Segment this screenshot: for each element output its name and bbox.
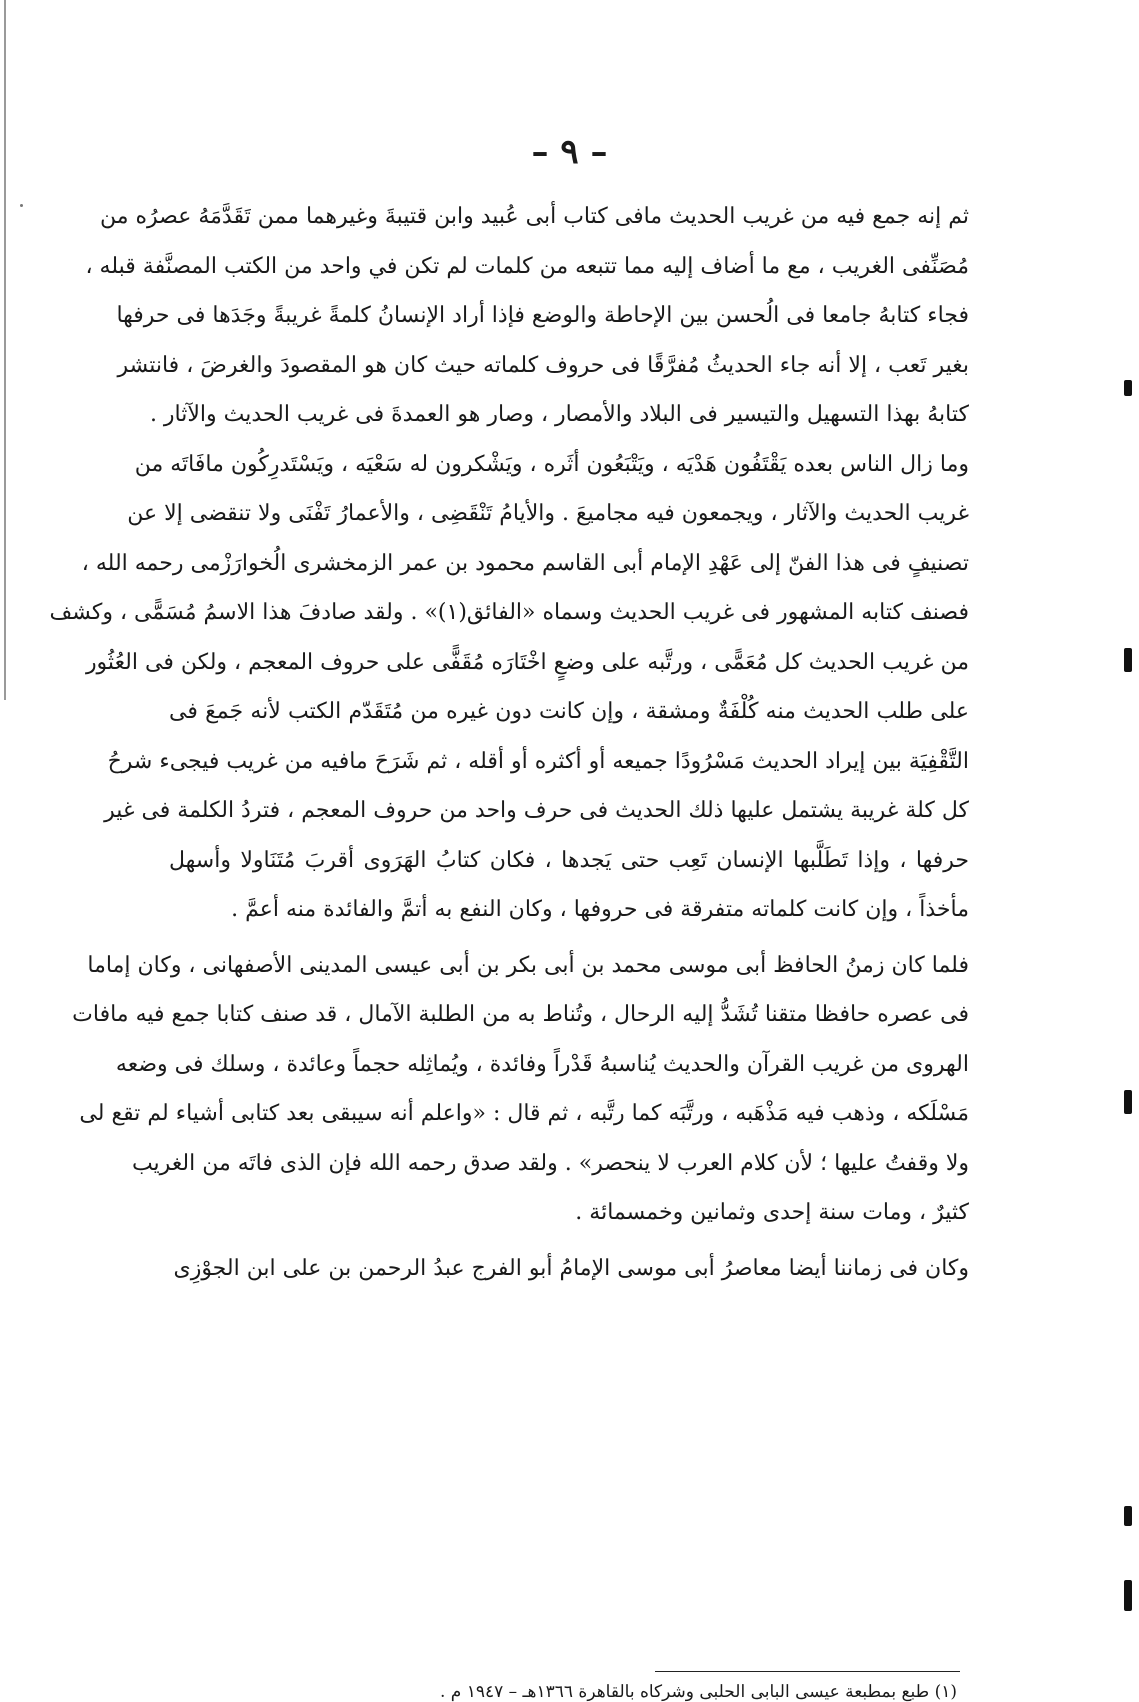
- text-line: حرفها ، وإذا تَطَلَّبها الإنسان تَعِب حتى يَجدها ، فكان كتابُ الهَرَوى أقربَ مُتَنَاولا وأسهل: [169, 847, 969, 873]
- text-line: غريب الحديث والآثار ، ويجمعون فيه مجاميعَ . والأيامُ تَنْقَضِى ، والأعمارُ تَفْنَى ولا تنقضى إلا عن: [127, 501, 969, 526]
- text-line: تصنيفٍ فى هذا الفنّ إلى عَهْدِ الإمام أبى القاسم محمود بن عمر الزمخشرى الُخوارَزْمى رحمه الله ،: [81, 550, 969, 576]
- text-line: فجاء كتابهُ جامعا فى الُحسن بين الإحاطة والوضع فإذا أراد الإنسانُ كلمةً غريبةً وجَدَها فى حرفها: [116, 303, 969, 328]
- text-line: وكان فى زماننا أيضا معاصرُ أبى موسى الإمامُ أبو الفرج عبدُ الرحمن بن على ابن الجوْزِى: [173, 1255, 969, 1281]
- text-line: مُصَنِّفى الغريب ، مع ما أضاف إليه مما تتبعه من كلمات لم تكن في واحد من الكتب المصنَّفة قبله ،: [85, 253, 969, 279]
- text-line: فلما كان زمنُ الحافظ أبى موسى محمد بن أبى بكر بن أبى عيسى المدينى الأصفهانى ، وكان إماما: [87, 952, 969, 978]
- scan-margin-mark: [1124, 1580, 1132, 1611]
- text-line: ثم إنه جمع فيه من غريب الحديث مافى كتاب أبى عُبيد وابن قتيبةَ وغيرهما ممن تَقَدَّمَهُ عصرُه من: [99, 204, 969, 229]
- text-line: بغير تَعب ، إلا أنه جاء الحديثُ مُفرَّقًا فى حروف كلماته حيث كان هو المقصودَ والغرضَ ، فانتشر: [117, 352, 969, 378]
- text-line: مَسْلَكه ، وذهب فيه مَذْهَبه ، ورتَّبَه كما رتَّبه ، ثم قال : «واعلم أنه سيبقى بعد كتابى أشياء لم تقع لى: [79, 1101, 969, 1126]
- text-line: الهروى من غريب القرآن والحديث يُناسبهُ قَدْراً وفائدة ، ويُماثِله حجماً وعائدة ، وسلك فى وضعه: [115, 1051, 969, 1077]
- scan-margin-mark: [1124, 648, 1132, 672]
- footnote-divider: [655, 1671, 960, 1672]
- scan-margin-mark: [1124, 380, 1132, 396]
- footnote: (١) طبع بمطبعة عيسى البابى الحلبى وشركاه بالقاهرة ١٣٦٦هـ – ١٩٤٧ م .: [439, 1682, 957, 1702]
- text-line: التَّقْفِيَة بين إيراد الحديث مَسْرُودًا جميعه أو أكثره أو أقله ، ثم شَرَحَ مافيه من غريب فيجىء شرحُ: [107, 748, 969, 774]
- body-text: [49, 192, 969, 1293]
- text-line: كل كلة غريبة يشتمل عليها ذلك الحديث فى حرف واحد من حروف المعجم ، فتردُ الكلمة فى غير: [104, 798, 969, 823]
- scan-speck: [20, 204, 23, 207]
- scan-edge-line: [4, 0, 6, 700]
- scan-margin-mark: [1124, 1506, 1132, 1526]
- scan-margin-mark: [1124, 1090, 1132, 1114]
- paragraph-end-line: كثيرٌ ، ومات سنة إحدى وثمانين وخمسمائة .: [575, 1200, 969, 1225]
- text-line: على طلب الحديث منه كُلْفَةٌ ومشقة ، وإن كانت دون غيره من مُتَقَدّم الكتب لأنه جَمعَ فى: [169, 699, 969, 724]
- text-line: ولا وقفتُ عليها ؛ لأن كلام العرب لا ينحصر» . ولقد صدق رحمه الله فإن الذى فاتَه من الغريب: [131, 1150, 969, 1176]
- text-line: فى عصره حافظا متقنا تُشَدُّ إليه الرحال ، وتُناط به من الطلبة الآمال ، قد صنف كتابا جمع فيه مافات: [72, 1002, 969, 1027]
- page-number: – ٩ –: [531, 132, 608, 172]
- text-line: كتابهُ بهذا التسهيل والتيسير فى البلاد والأمصار ، وصار هو العمدةَ فى غريب الحديث والآثار .: [149, 402, 969, 427]
- text-line: وما زال الناس بعده يَقْتَفُون هَدْيَه ، ويَتْبَعُون أثَره ، ويَشْكرون له سَعْيَه ، ويَسْتَدرِكُون مافَاتَه من: [134, 451, 969, 477]
- text-line: فصنف كتابه المشهور فى غريب الحديث وسماه «الفائق(١)» . ولقد صادفَ هذا الاسمُ مُسَمًّى ، وكشف: [49, 600, 969, 625]
- paragraph-end-line: مأخذاً ، وإن كانت كلماته متفرقة فى حروفها ، وكان النفع به أتمَّ والفائدة منه أعمَّ .: [231, 897, 969, 922]
- text-line: من غريب الحديث كل مُعَمًّى ، ورتَّبه على وضعٍ اخْتَارَه مُقَفًّى على حروف المعجم ، ولكن فى العُثُور: [85, 649, 969, 675]
